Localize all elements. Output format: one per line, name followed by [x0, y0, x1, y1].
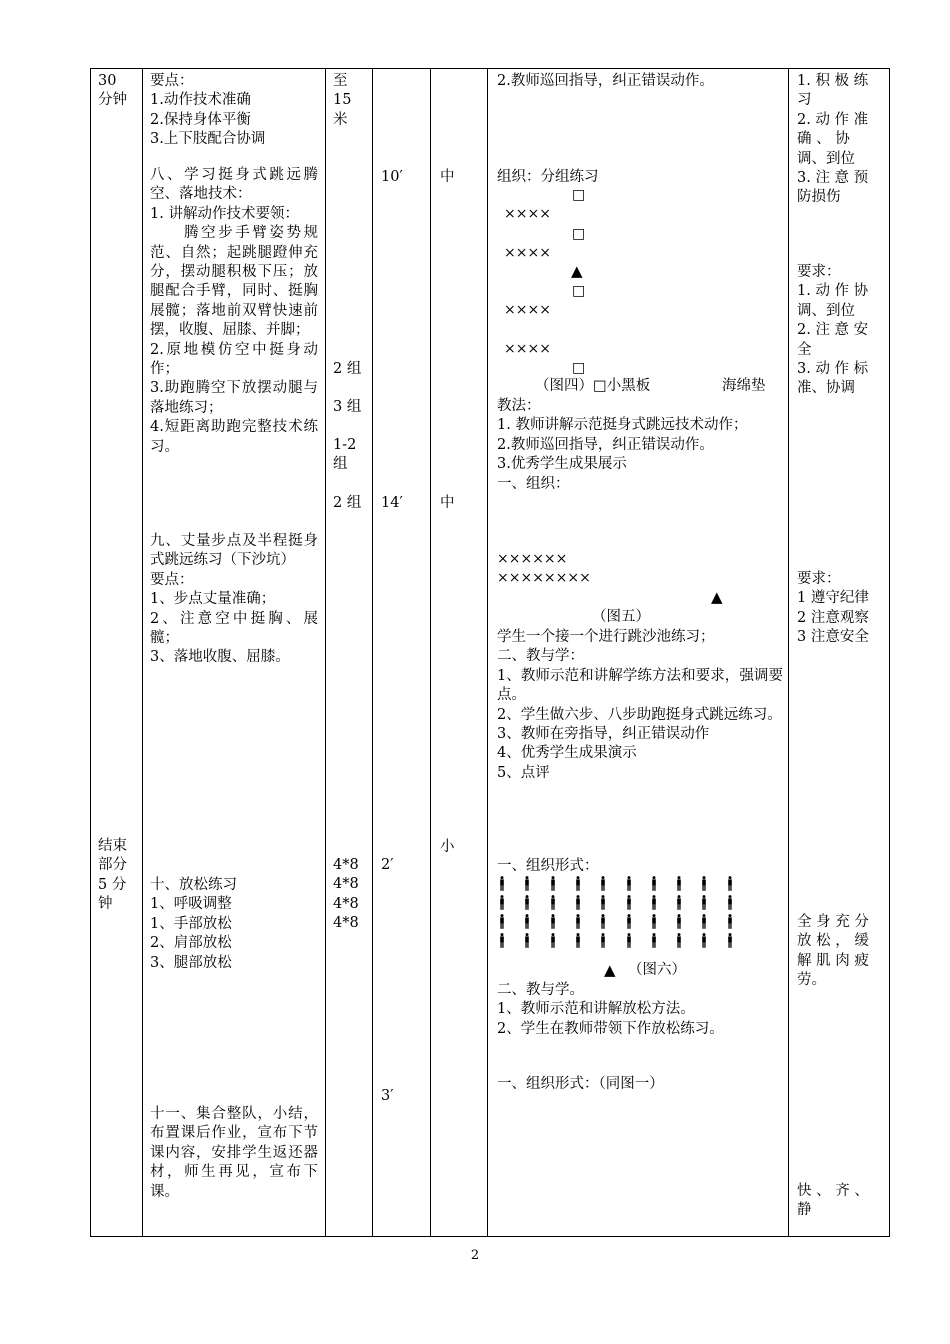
- student-figure-icon: [575, 895, 581, 910]
- student-figure-icon: [524, 914, 530, 929]
- student-figure-icon: [600, 933, 606, 948]
- sand-pit-practice-text: 学生一个接一个进行跳沙池练习； 二、教与学： 1、教师示范和讲解学练方法和要求，强调要点。 2、学生做六步、八步助跑挺身式跳远练习。 3、教师在旁指导，纠正错误动作 4、优秀学生成果演示 5、点评: [497, 629, 783, 781]
- student-figure-icon: [626, 914, 632, 929]
- col-border: [889, 68, 890, 1237]
- square-icon: □: [572, 283, 586, 299]
- page-number: 2: [470, 1248, 480, 1263]
- student-figure-icon: [701, 895, 707, 910]
- requirements: 1. 积 极 练 习 2. 动 作 准 确 、 协 调、到位 3. 注 意 预 防损伤: [797, 73, 869, 206]
- org-form-title: 一、组织形式：: [497, 858, 599, 874]
- duration: 14′: [381, 495, 403, 511]
- student-figure-icon: [676, 914, 682, 929]
- student-figure-icon: [575, 933, 581, 948]
- end-part-time: 结束 部分 5 分 钟: [98, 838, 127, 913]
- intensity: 中: [440, 169, 455, 185]
- col-border: [325, 68, 326, 1237]
- student-row: ××××: [504, 302, 551, 318]
- duration: 10′: [381, 169, 403, 185]
- student-figure-icon: [550, 933, 556, 948]
- method-top-text: 2.教师巡回指导，纠正错误动作。: [497, 73, 714, 89]
- figure-4-pad-label: 海绵垫: [722, 378, 766, 394]
- teacher-triangle-icon: ▲: [604, 961, 616, 979]
- student-figure-icon: [550, 895, 556, 910]
- figure-5-caption: （图五）: [592, 609, 650, 625]
- student-figure-icon: [524, 876, 530, 891]
- key-points: 要点： 1.动作技术准确 2.保持身体平衡 3.上下肢配合协调: [150, 73, 266, 148]
- student-row: ××××: [504, 245, 551, 261]
- student-figure-icon: [651, 933, 657, 948]
- col-border: [142, 68, 143, 1237]
- student-row: ××××××: [497, 551, 568, 567]
- relax-teaching-text: 二、教与学。 1、教师示范和讲解放松方法。 2、学生在教师带领下作放松练习。: [497, 982, 724, 1037]
- group-count: 2 组: [333, 361, 362, 377]
- figure-6-caption: （图六）: [628, 962, 686, 978]
- student-figure-icon: [676, 895, 682, 910]
- intensity: 小: [440, 839, 455, 855]
- teacher-triangle-icon: ▲: [571, 262, 583, 280]
- requirements: 要求： 1 遵守纪律 2 注意观察 3 注意安全: [797, 571, 869, 646]
- student-figure-icon: [550, 876, 556, 891]
- teacher-triangle-icon: ▲: [711, 588, 723, 606]
- table-bottom-border: [90, 1236, 890, 1237]
- student-figure-icon: [626, 933, 632, 948]
- square-icon: □: [572, 187, 586, 203]
- requirements: 全 身 充 分 放 松 ， 缓 解 肌 肉 疲 劳。: [797, 914, 869, 989]
- teaching-method-text: 教法： 1. 教师讲解示范挺身式跳远技术动作； 2.教师巡回指导，纠正错误动作。 3.优秀学生成果展示 一、组织：: [497, 398, 748, 492]
- group-count: 1-2 组: [333, 437, 357, 473]
- student-row: ××××: [504, 341, 551, 357]
- group-count: 2 组: [333, 495, 362, 511]
- table-top-border: [90, 68, 890, 69]
- student-figure-icon: [600, 895, 606, 910]
- student-row: ××××: [504, 206, 551, 222]
- student-figure-icon: [701, 876, 707, 891]
- main-part-time: 30 分钟: [98, 73, 127, 109]
- student-figure-icon: [600, 914, 606, 929]
- student-figure-icon: [524, 933, 530, 948]
- intensity: 中: [440, 495, 455, 511]
- section-9-text: 九、丈量步点及半程挺身式跳远练习（下沙坑） 要点： 1、步点丈量准确； 2、注意空中挺胸、展髋； 3、落地收腹、屈膝。: [150, 533, 318, 666]
- student-figure-icon: [550, 914, 556, 929]
- student-figure-icon: [727, 933, 733, 948]
- student-figure-icon: [499, 933, 505, 948]
- col-border: [90, 68, 91, 1237]
- student-figure-icon: [626, 876, 632, 891]
- group-count: 3 组: [333, 399, 362, 415]
- square-icon: □: [572, 360, 586, 376]
- student-figure-icon: [676, 876, 682, 891]
- col-border: [788, 68, 789, 1237]
- student-figure-icon: [524, 895, 530, 910]
- col-border: [430, 68, 431, 1237]
- duration: 2′: [381, 857, 394, 873]
- student-figure-icon: [727, 895, 733, 910]
- student-figure-icon: [676, 933, 682, 948]
- col-border: [487, 68, 488, 1237]
- org-title: 组织：分组练习: [497, 169, 599, 185]
- requirements: 要求： 1. 动 作 协 调、到位 2. 注 意 安 全 3. 动 作 标 准、协调: [797, 264, 869, 397]
- student-figure-icon: [600, 876, 606, 891]
- student-figure-icon: [499, 914, 505, 929]
- relax-counts: 4*8 4*8 4*8 4*8: [333, 857, 359, 932]
- duration: 3′: [381, 1088, 394, 1104]
- student-row: ××××××××: [497, 570, 591, 586]
- student-figure-icon: [575, 876, 581, 891]
- distance-value: 至 15 米: [333, 73, 352, 128]
- student-figure-icon: [499, 895, 505, 910]
- square-icon: □: [572, 226, 586, 242]
- student-figure-icon: [499, 876, 505, 891]
- student-figure-icon: [727, 914, 733, 929]
- requirements: 快 、 齐 、 静: [797, 1183, 869, 1219]
- student-figure-icon: [701, 914, 707, 929]
- section-11-text: 十一、集合整队，小结，布置课后作业，宣布下节课内容，安排学生返还器材，师生再见，宣布下课。: [150, 1106, 318, 1200]
- org-form-title-2: 一、组织形式：（同图一）: [497, 1076, 664, 1092]
- section-8-text: 八、学习挺身式跳远腾空、落地技术： 1. 讲解动作技术要领： 腾空步手臂姿势规范、自然；起跳腿蹬伸充分，摆动腿积极下压；放腿配合手臂，同时、挺胸展髋；落地前双臂快速前摆，收腹、屈膝、并脚； 2.原地模仿空中挺身动作； 3.助跑腾空下放摆动腿与落地练习； 4.短距离助跑完整技术练习。: [150, 167, 318, 455]
- section-10-text: 十、放松练习 1、呼吸调整 1、手部放松 2、肩部放松 3、腿部放松: [150, 877, 237, 971]
- student-figure-icon: [626, 895, 632, 910]
- student-figure-icon: [651, 914, 657, 929]
- student-figure-icon: [651, 876, 657, 891]
- col-border: [372, 68, 373, 1237]
- student-figure-icon: [575, 914, 581, 929]
- student-figure-icon: [727, 876, 733, 891]
- figure-4-caption: （图四）□小黑板: [535, 378, 651, 394]
- student-figure-icon: [701, 933, 707, 948]
- student-figure-icon: [651, 895, 657, 910]
